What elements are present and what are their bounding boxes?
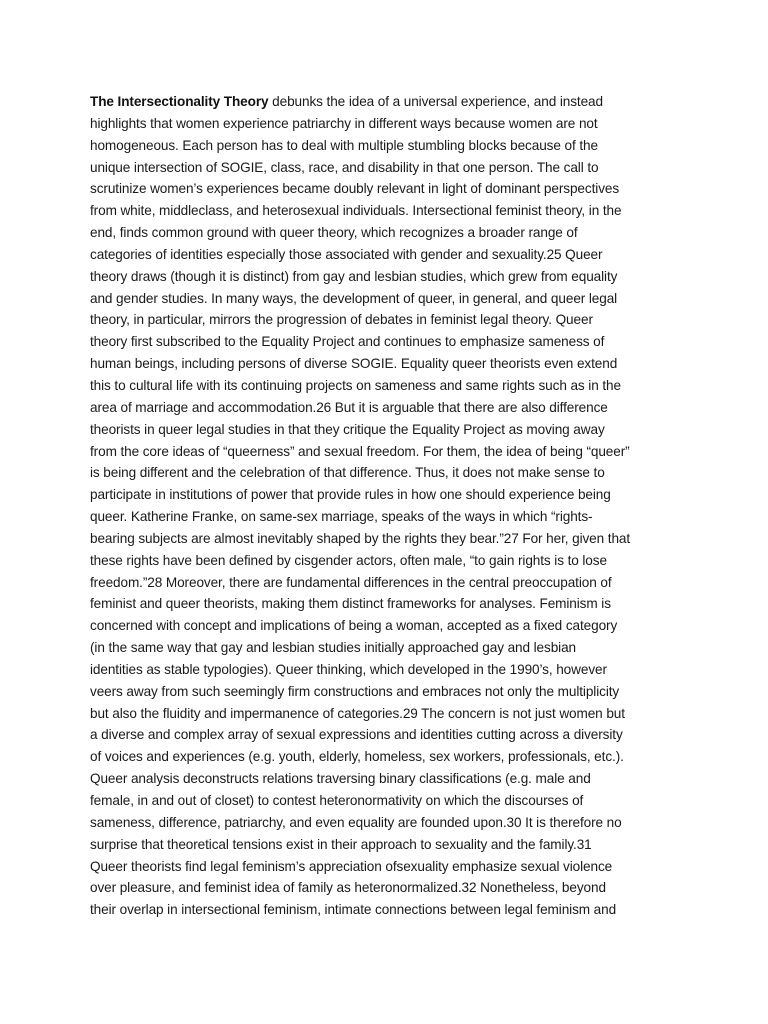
text-line: concerned with concept and implications of being a woman, accepted as a fixed category	[90, 618, 618, 634]
text-line: a diverse and complex array of sexual expressions and identities cutting across a diversity	[90, 727, 623, 743]
text-line: human beings, including persons of diverse SOGIE. Equality queer theorists even extend	[90, 356, 618, 372]
text-line: theory draws (though it is distinct) from gay and lesbian studies, which grew from equality	[90, 268, 618, 284]
text-line: over pleasure, and feminist idea of family as heteronormalized.32 Nonetheless, beyond	[90, 880, 606, 896]
text-line: female, in and out of closet) to contest heteronormativity on which the discourses of	[90, 793, 584, 808]
text-line: end, finds common ground with queer theory, which recognizes a broader range of	[90, 225, 578, 241]
text-line: bearing subjects are almost inevitably shaped by the rights they bear.”27 For her, given that	[90, 530, 631, 546]
text-line	[90, 91, 690, 113]
body-paragraph	[90, 91, 690, 921]
text-line: highlights that women experience patriarchy in different ways because women are not	[90, 115, 598, 131]
text-line: unique intersection of SOGIE, class, race, and disability in that one person. The call to	[90, 159, 599, 175]
text-line: is being different and the celebration of that difference. Thus, it does not make sense to	[90, 465, 605, 481]
text-line: this to cultural life with its continuing projects on sameness and same rights such as in the	[90, 377, 621, 393]
text-line: scrutinize women’s experiences became doubly relevant in light of dominant perspectives	[90, 181, 620, 197]
text-line: veers away from such seemingly firm constructions and embraces not only the multiplicity	[90, 683, 620, 699]
text-line: (in the same way that gay and lesbian studies initially approached gay and lesbian	[90, 640, 577, 656]
text-line: theory first subscribed to the Equality Project and continues to emphasize sameness of	[90, 334, 605, 350]
text-line: feminist and queer theorists, making them distinct frameworks for analyses. Feminism is	[90, 596, 611, 612]
text-line: and gender studies. In many ways, the development of queer, in general, and queer legal	[90, 290, 618, 306]
text-line: homogeneous. Each person has to deal with multiple stumbling blocks because of the	[90, 137, 598, 153]
text-line: theory, in particular, mirrors the progression of debates in feminist legal theory. Queer	[90, 312, 593, 328]
text-line: Queer analysis deconstructs relations traversing binary classifications (e.g. male and	[90, 771, 591, 787]
text-line: but also the fluidity and impermanence of categories.29 The concern is not just women but	[90, 705, 625, 721]
line-text: debunks the idea of a universal experience, and instead	[268, 94, 603, 109]
text-line: surprise that theoretical tensions exist in their approach to sexuality and the family.31	[90, 836, 592, 852]
text-line: area of marriage and accommodation.26 But it is arguable that there are also difference	[90, 399, 608, 415]
text-line: theorists in queer legal studies in that they critique the Equality Project as moving away	[90, 421, 605, 437]
text-line: from the core ideas of “queerness” and sexual freedom. For them, the idea of being “queer”	[90, 443, 630, 459]
text-line: freedom.”28 Moreover, there are fundamental differences in the central preoccupation of	[90, 574, 612, 590]
text-line: from white, middleclass, and heterosexual individuals. Intersectional feminist theory, in the	[90, 203, 622, 219]
text-line: queer. Katherine Franke, on same-sex marriage, speaks of the ways in which “rights-	[90, 509, 593, 525]
text-line: these rights have been defined by cisgender actors, often male, “to gain rights is to lose	[90, 552, 607, 568]
text-line: categories of identities especially those associated with gender and sexuality.25 Queer	[90, 246, 603, 262]
lead-term: The Intersectionality Theory	[90, 94, 269, 109]
text-line: of voices and experiences (e.g. youth, elderly, homeless, sex workers, professionals, etc.).	[90, 749, 624, 765]
text-line: sameness, difference, patriarchy, and even equality are founded upon.30 It is therefore no	[90, 814, 622, 830]
text-line: Queer theorists find legal feminism’s appreciation ofsexuality emphasize sexual violence	[90, 858, 613, 874]
text-line: their overlap in intersectional feminism, intimate connections between legal feminism and	[90, 902, 617, 918]
text-line: identities as stable typologies). Queer thinking, which developed in the 1990’s, however	[90, 661, 607, 677]
text-line: participate in institutions of power that provide rules in how one should experience being	[90, 487, 611, 503]
